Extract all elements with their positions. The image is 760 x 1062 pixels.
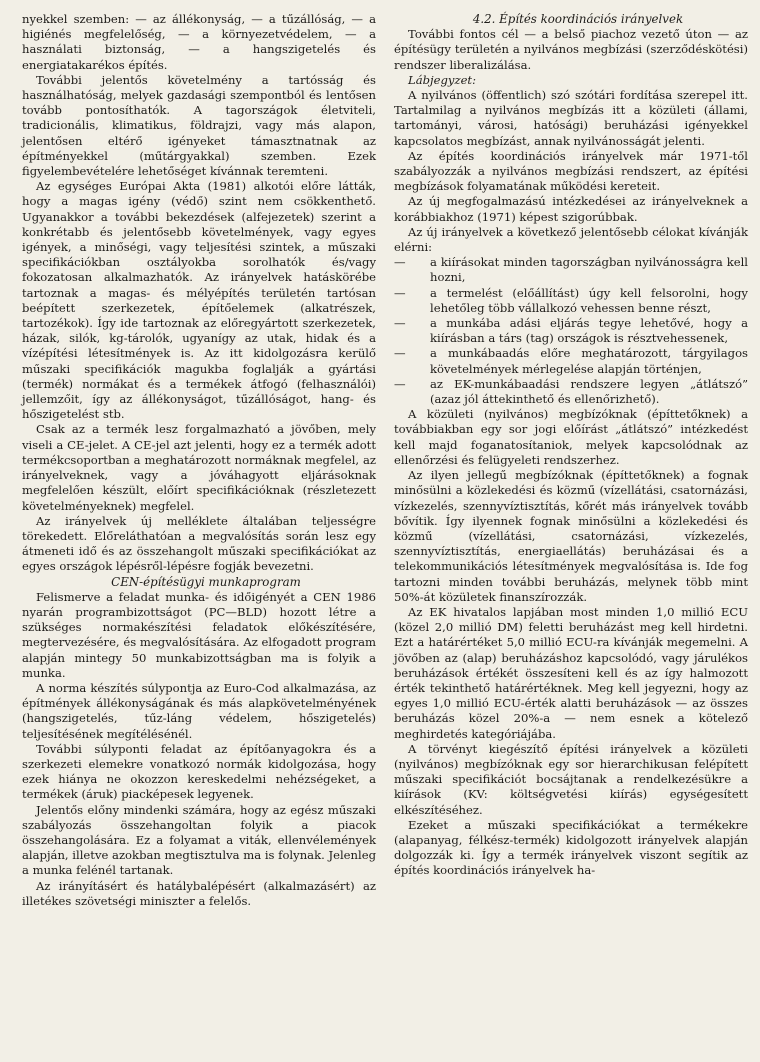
paragraph: Felismerve a feladat munka- és időigényét a CEN 1986 nyarán programbizottságot (PC—BLD) hozott létre a szükséges normakészítési feladatok előkészítésére, megtervezésére, és megvalósítására. Az elfogadott program alapján mintegy 50 munkabizottságban ma is folyik a munka. bbox=[22, 589, 376, 680]
list-item: — a termelést (előállítást) úgy kell felsorolni, hogy lehetőleg több vállalkozó vehessen benne részt, bbox=[394, 285, 748, 315]
paragraph: A nyilvános (öffentlich) szó szótári fordítása szerepel itt. Tartalmilag a nyilvános megbízás itt a közületi (állami, tartományi, városi, hatósági) beruházási igényekkel kapcsolatos megbízást, annak nyilvánosságát jelenti. bbox=[394, 88, 748, 148]
paragraph: További fontos cél — a belső piachoz vezető úton — az építésügy területén a nyilvános megbízási (szerződéskötési) rendszer liberalizálása. bbox=[394, 27, 748, 72]
paragraph: Az irányításért és hatálybalépésért (alkalmazásért) az illetékes szövetségi miniszter a felelős. bbox=[22, 878, 376, 908]
section-heading: CEN-építésügyi munkaprogram bbox=[111, 574, 301, 589]
paragraph: A közületi (nyilvános) megbízóknak (építtetőknek) a továbbiakban egy sor jogi előírást „átlátszó” intézkedést kell majd foganatosítaniok, melyek kapcsolódnak az ellenőrzési és felügyeleti rendszerhez. bbox=[394, 407, 748, 467]
paragraph: Az építés koordinációs irányelvek már 1971-től szabályozzák a nyilvános megbízási rendszert, az építési megbízások folyamatának működési kereteit. bbox=[394, 148, 748, 194]
paragraph: Az irányelvek új melléklete általában teljességre törekedett. Előreláthatóan a megvalósítás során lesz egy átmeneti idő és az összehangolt műszaki specifikációkat az egyes országok lépésről-lépésre fogják bevezetni. bbox=[22, 513, 376, 574]
paragraph: Az ilyen jellegű megbízóknak (építtetőknek) a fognak minősülni a közlekedési és közmű (vízellátási, csatornázási, vízkezelés, szennyvíztisztítás, kőrét más irányelvek tovább bővítik. Így ilyennek fognak minősülni a közlekedési és közmű (vízellátási, csatornázási, vízkezelés, szennyvíztisztítás, energiaellátás) beruházásai és a telekommunikációs létesítmények megvalósítása is. Ide fog tartozni minden további beruházás, melynek több mint 50%-át közületek finanszírozzák. bbox=[394, 468, 748, 604]
section-heading: 4.2. Építés koordinációs irányelvek bbox=[472, 12, 684, 26]
list-item: — az EK-munkábaadási rendszere legyen „átlátszó” (azaz jól áttekinthető és ellenőrizhető). bbox=[394, 376, 748, 407]
goals-list bbox=[394, 255, 748, 407]
paragraph: Csak az a termék lesz forgalmazható a jövőben, mely viseli a CE-jelet. A CE-jel azt jelenti, hogy ez a termék adott termékcsoportban a meghatározott normáknak megfelel, az irányelveknek, vagy a jóváhagyott eljárásoknak megfelelően készült, előírt specifikációknak (részletezett követelményeknek) megfelel. bbox=[22, 422, 376, 513]
paragraph: További jelentős követelmény a tartósság és használhatóság, melyek gazdasági szempontból és lentősen tovább pontosíthatók. A tagországok életviteli, tradicionális, klimatikus, földrajzi, vagy más alapon, jelentősen eltérő igényeket támasztnatnak az építményekkel (műtárgyakkal) szemben. Ezek figyelembevételére lehetőséget kívánnak teremteni. bbox=[22, 72, 376, 179]
paragraph: Az EK hivatalos lapjában most minden 1,0 millió ECU (közel 2,0 millió DM) feletti beruházást meg kell hirdetni. Ezt a határértéket 5,0 millió ECU-ra kívánják megemelni. A jövőben az (alap) beruházáshoz kapcsolódó, vagy járulékos beruházások értékét összesíteni kell és az így halmozott érték tekinthető határértéknek. Meg kell jegyezni, hogy az egyes 1,0 millió ECU-érték alatti beruházások — az összes beruházás közel 20%-a — nem esnek a kötelező meghirdetés kategóriájába. bbox=[394, 604, 748, 741]
list-item: — a kiírásokat minden tagországban nyilvánosságra kell hozni, bbox=[394, 255, 748, 285]
list-item: — a munkába adási eljárás tegye lehetővé, hogy a kiírásban a társ (tag) országok is résztvehessenek, bbox=[394, 316, 748, 346]
paragraph: Az új megfogalmazású intézkedései az irányelveknek a korábbiakhoz (1971) képest szigorúbbak. bbox=[394, 194, 748, 224]
footnote-label: Lábjegyzet: bbox=[408, 72, 476, 87]
right-column bbox=[394, 12, 748, 1062]
left-column bbox=[22, 12, 376, 1062]
paragraph: Jelentős előny mindenki számára, hogy az egész műszaki szabályozás összehangoltan folyik a piacok összehangolására. Ez a folyamat a viták, ellenvélemények alapján, illetve azokban megtisztulva ma is folynak. Jelenleg a munka felénél tartanak. bbox=[22, 802, 377, 878]
paragraph: Az új irányelvek a következő jelentősebb célokat kívánják elérni: bbox=[394, 224, 748, 255]
paragraph: További súlyponti feladat az építőanyagokra és a szerkezeti elemekre vonatkozó normák kidolgozása, hogy ezek hiánya ne okozzon kereskedelmi nehézségeket, a termékek (áruk) piacképesek legyenek. bbox=[22, 741, 376, 802]
paragraph: A norma készítés súlypontja az Euro-Cod alkalmazása, az építmények állékonyságának és más alapkövetelményének (hangszigetelés, tűz-láng védelem, hőszigetelés) teljesítésének megítélésénél. bbox=[22, 680, 376, 741]
list-item: — a munkábaadás előre meghatározott, tárgyilagos követelmények mérlegelése alapján történjen, bbox=[394, 346, 748, 376]
paragraph: A törvényt kiegészítő építési irányelvek a közületi (nyilvános) megbízóknak egy sor hierarchikusan felépített műszaki specifikációt bocsájtanak a rendelkezésükre a kiírások (KV: költségvetési kiírás) egységesített elkészítéséhez. bbox=[394, 741, 748, 817]
paragraph: Az egységes Európai Akta (1981) alkotói előre látták, hogy a magas igény (védő) szint nem csökkenthető. Ugyanakkor a további bekezdések (alfejezetek) szerint a konkrétabb és jelentősebb követelmények, vagy egyes igények, a minőségi, vagy teljesítési szintek, a műszaki specifikációkban osztályokba sorolhatók és/vagy fokozatosan alkalmazhatók. Az irányelvek hatáskörébe tartoznak a magas- és mélyépítés területén tartósan beépített szerkezetek, építőelemek (alkatrészek, tartozékok). Így ide tartoznak az előregyártott szerkezetek, házak, silók, kg-tárolók, ugyanígy az utak, hidak és a vízépítési létesítmények is. Az itt kidolgozásra kerülő műszaki specifikációk magukba foglalják a gyártási (termék) normákat és a termékek átfogó (felhasználói) jellemzőit, így az állékonyságot, tűzállóságot, hang- és hőszigetelést stb. bbox=[22, 179, 376, 422]
paragraph: nyekkel szemben: — az állékonyság, — a tűzállóság, — a higiénés megfelelőség, — a környezetvédelem, — a használati biztonság, — a hangszigetelés és energiatakarékos építés. bbox=[22, 12, 376, 72]
paragraph: Ezeket a műszaki specifikációkat a termékekre (alapanyag, félkész-termék) kidolgozott irányelvek alapján dolgozzák ki. Így a termék irányelvek viszont segítik az építés koordinációs irányelvek ha- bbox=[394, 817, 748, 878]
